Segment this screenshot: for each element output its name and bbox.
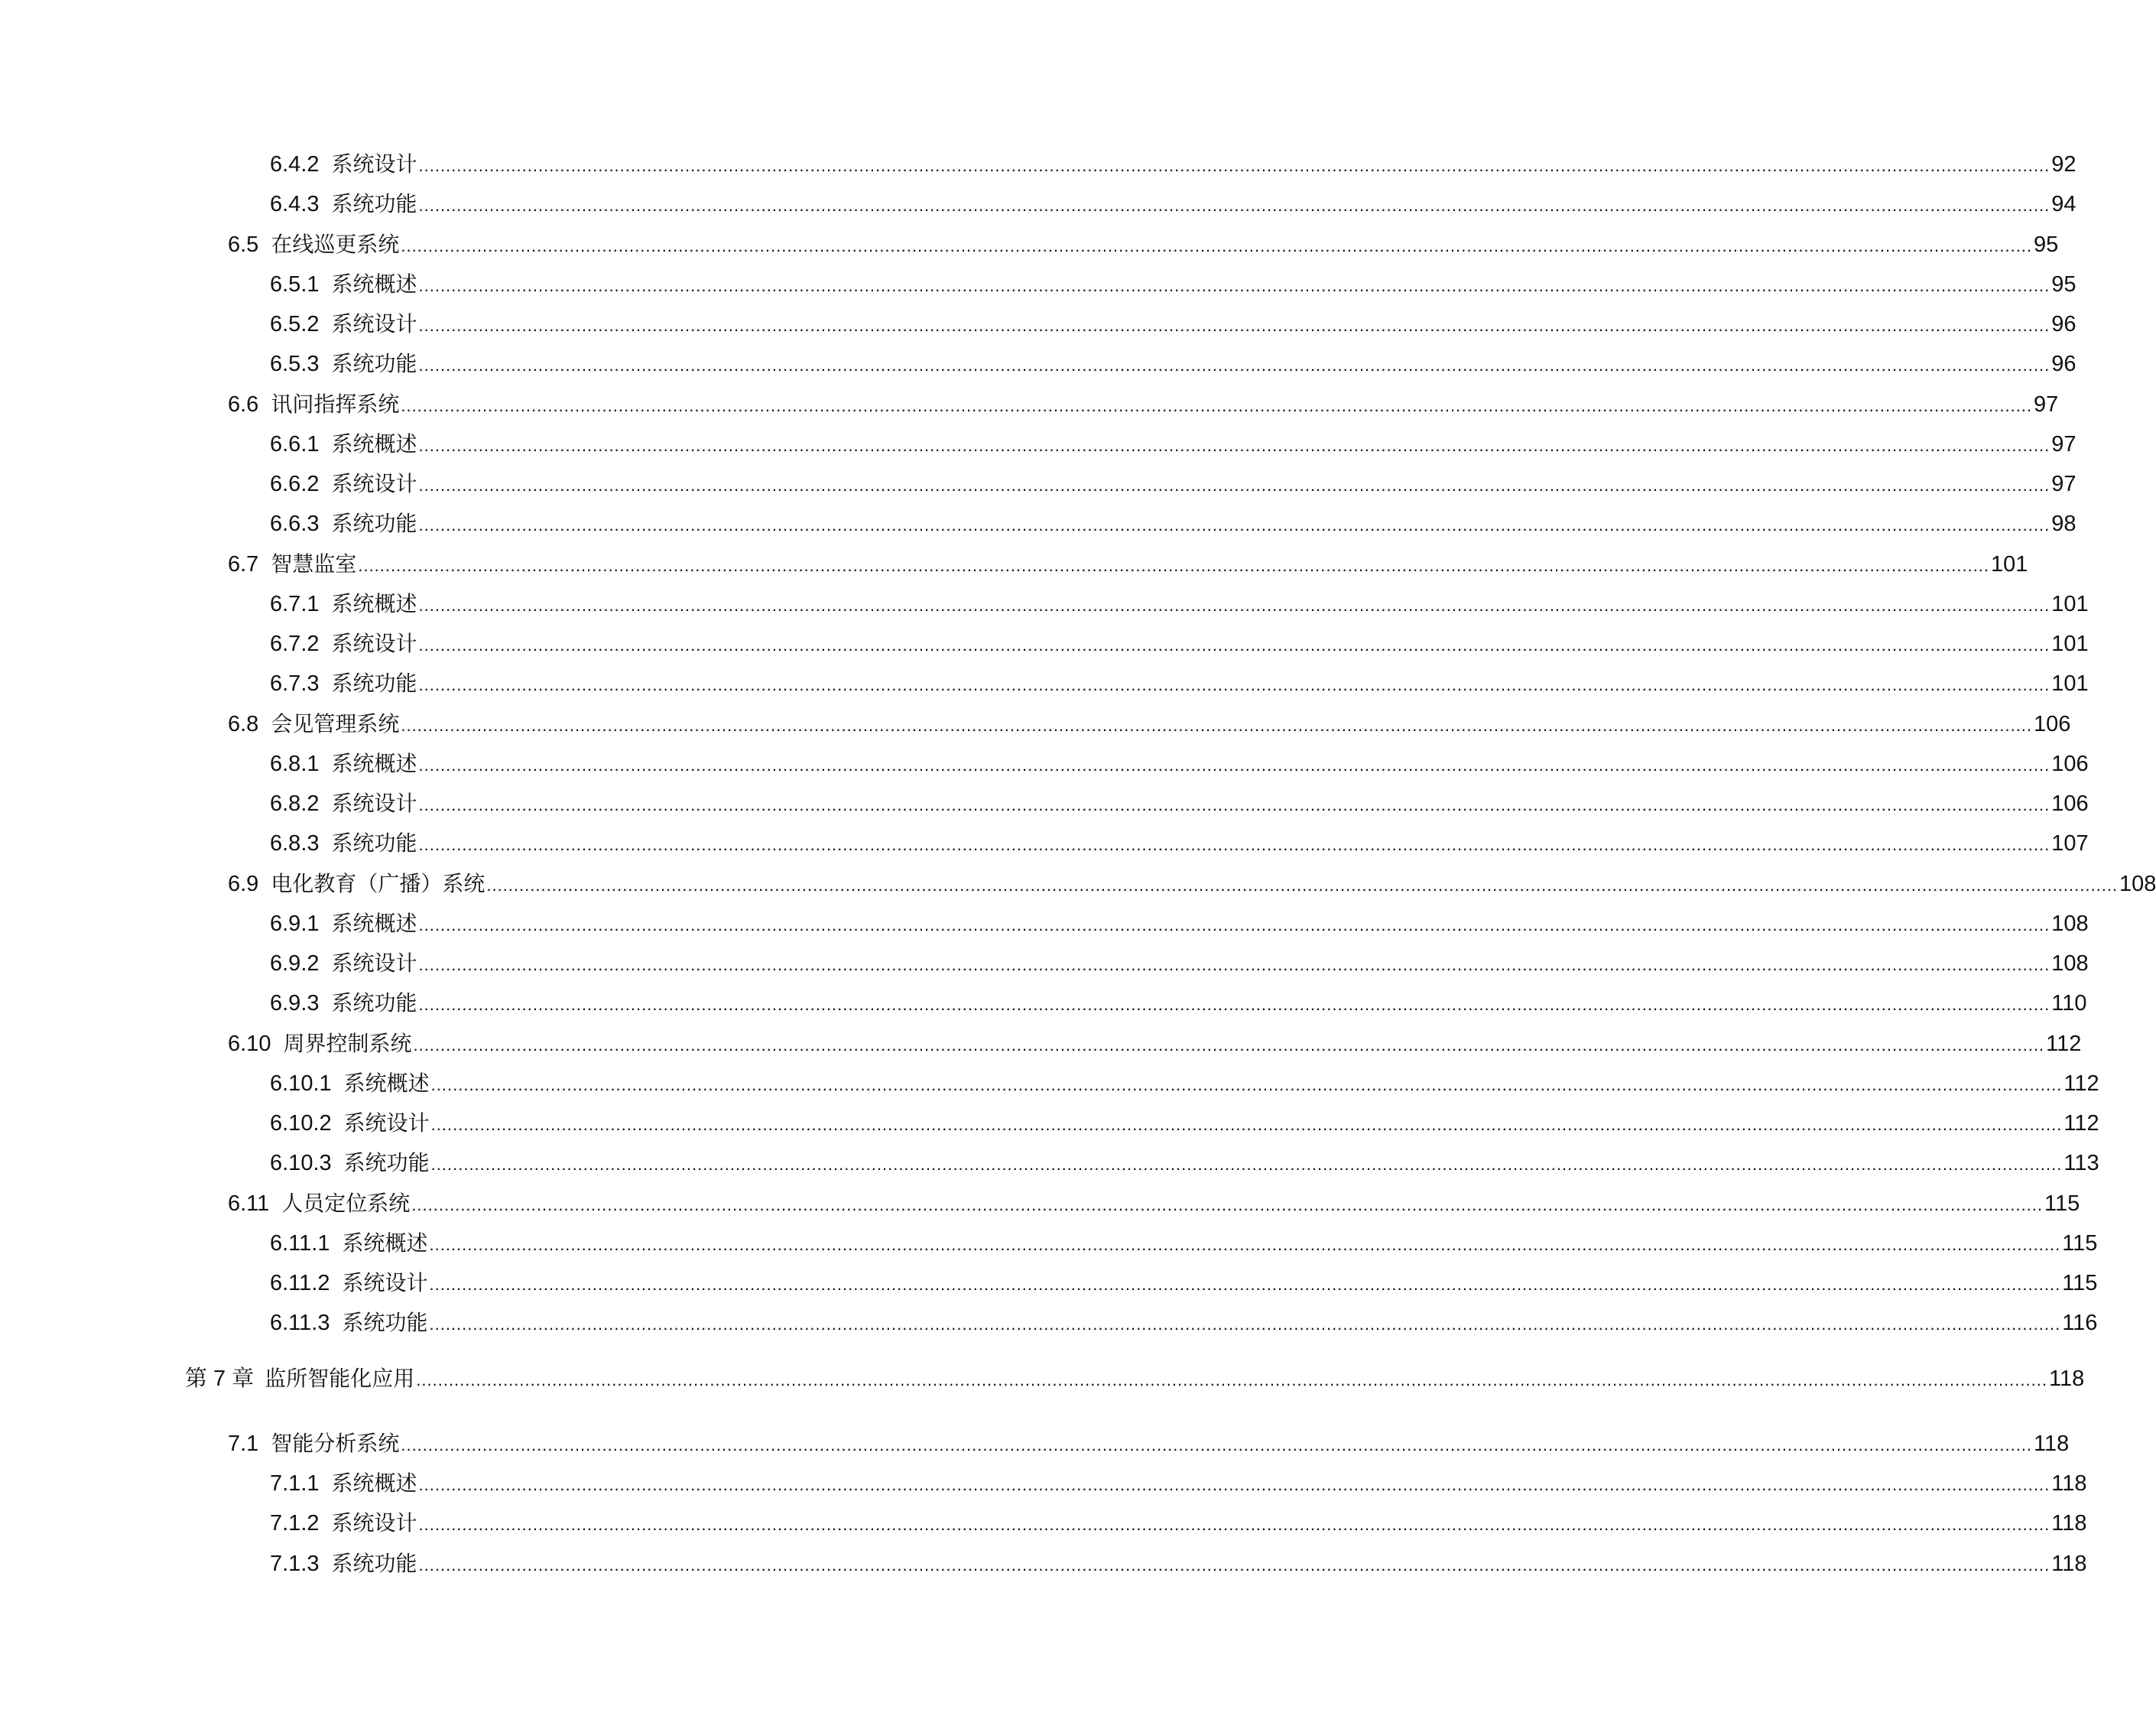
dot-leader: ............................................................................................................................................................................................................................................................................................................ — [358, 555, 1990, 575]
toc-entry-number: 6.10 — [228, 1031, 271, 1056]
dot-leader: ............................................................................................................................................................................................................................................................................................................ — [418, 476, 2050, 495]
toc-subsection-entry[interactable] — [0, 744, 2089, 784]
toc-subsection-entry[interactable] — [0, 1064, 2099, 1103]
toc-subsection-entry[interactable] — [0, 424, 2076, 464]
toc-section-entry[interactable] — [0, 385, 2059, 424]
toc-entry-title: 智慧监室 — [271, 551, 357, 577]
toc-entry-title: 系统设计 — [342, 1270, 428, 1295]
toc-section-entry[interactable] — [0, 1184, 2080, 1224]
toc-entry-number: 6.7.2 — [270, 632, 320, 656]
dot-leader: ............................................................................................................................................................................................................................................................................................................ — [413, 1035, 2045, 1055]
dot-leader: ............................................................................................................................................................................................................................................................................................................ — [411, 1194, 2044, 1214]
dot-leader: ............................................................................................................................................................................................................................................................................................................ — [418, 1515, 2050, 1535]
toc-entry-title: 讯问指挥系统 — [271, 391, 400, 417]
toc-entry-page-number: 112 — [2063, 1071, 2099, 1096]
toc-entry-number: 7.1.2 — [270, 1511, 320, 1536]
toc-entry-page-number: 98 — [2051, 512, 2076, 537]
toc-subsection-entry[interactable] — [0, 1263, 2098, 1303]
toc-entry-number: 6.5.2 — [270, 312, 320, 336]
toc-entry-page-number: 115 — [2044, 1191, 2080, 1216]
toc-entry-page-number: 108 — [2051, 951, 2089, 976]
dot-leader: ............................................................................................................................................................................................................................................................................................................ — [418, 156, 2050, 175]
toc-entry-number: 6.10.2 — [270, 1111, 332, 1136]
toc-entry-page-number: 97 — [2034, 392, 2059, 417]
dot-leader: ............................................................................................................................................................................................................................................................................................................ — [418, 1475, 2050, 1494]
toc-entry-page-number: 106 — [2051, 791, 2089, 816]
toc-entry-title: 系统概述 — [342, 1230, 428, 1256]
toc-subsection-entry[interactable] — [0, 265, 2076, 304]
toc-entry-number: 6.9 — [228, 871, 259, 896]
toc-entry-title: 系统功能 — [331, 191, 417, 217]
toc-entry-number: 6.8.3 — [270, 831, 320, 856]
toc-section-entry[interactable] — [0, 1024, 2082, 1064]
dot-leader: ............................................................................................................................................................................................................................................................................................................ — [418, 356, 2050, 375]
toc-entry-title: 系统概述 — [331, 1471, 417, 1496]
toc-subsection-entry[interactable] — [0, 664, 2089, 704]
toc-entry-number: 6.5.3 — [270, 352, 320, 377]
toc-entry-number: 6.8 — [228, 711, 259, 736]
toc-entry-number: 6.7 — [228, 551, 259, 577]
toc-chapter-entry[interactable] — [0, 1359, 2085, 1399]
toc-subsection-entry[interactable] — [0, 145, 2076, 184]
toc-entry-number: 7.1.1 — [270, 1471, 320, 1496]
dot-leader: ............................................................................................................................................................................................................................................................................................................ — [401, 715, 2033, 735]
table-of-contents — [0, 145, 2156, 1584]
toc-entry-page-number: 108 — [2051, 911, 2089, 936]
dot-leader: ............................................................................................................................................................................................................................................................................................................ — [430, 1155, 2063, 1175]
toc-subsection-entry[interactable] — [0, 624, 2089, 664]
toc-subsection-entry[interactable] — [0, 464, 2076, 504]
toc-entry-number: 7.1.3 — [270, 1551, 320, 1576]
toc-entry-title: 系统概述 — [331, 431, 417, 457]
toc-subsection-entry[interactable] — [0, 1143, 2099, 1183]
toc-entry-title: 系统功能 — [331, 511, 417, 537]
toc-entry-number: 6.6.1 — [270, 431, 320, 457]
toc-entry-page-number: 97 — [2051, 472, 2076, 496]
toc-entry-number: 6.11 — [228, 1191, 270, 1216]
toc-entry-page-number: 94 — [2051, 192, 2076, 217]
dot-leader: ............................................................................................................................................................................................................................................................................................................ — [418, 515, 2050, 535]
toc-entry-page-number: 115 — [2062, 1230, 2098, 1256]
toc-entry-title: 系统功能 — [342, 1310, 428, 1336]
toc-entry-title: 系统设计 — [331, 951, 417, 976]
toc-entry-title: 系统功能 — [331, 1550, 417, 1576]
toc-entry-page-number: 101 — [1991, 551, 2028, 577]
dot-leader: ............................................................................................................................................................................................................................................................................................................ — [429, 1234, 2061, 1254]
toc-entry-title: 人员定位系统 — [281, 1190, 411, 1216]
dot-leader: ............................................................................................................................................................................................................................................................................................................ — [401, 1435, 2033, 1454]
toc-section-entry[interactable] — [0, 225, 2059, 265]
dot-leader: ............................................................................................................................................................................................................................................................................................................ — [416, 1370, 2047, 1389]
toc-entry-number: 6.9.2 — [270, 951, 320, 976]
dot-leader: ............................................................................................................................................................................................................................................................................................................ — [401, 395, 2033, 415]
toc-subsection-entry[interactable] — [0, 1224, 2098, 1263]
toc-section-entry[interactable] — [0, 704, 2071, 744]
dot-leader: ............................................................................................................................................................................................................................................................................................................ — [486, 875, 2119, 895]
toc-entry-title: 系统设计 — [331, 791, 417, 816]
dot-leader: ............................................................................................................................................................................................................................................................................................................ — [418, 435, 2050, 455]
toc-entry-title: 系统设计 — [331, 151, 417, 177]
dot-leader: ............................................................................................................................................................................................................................................................................................................ — [429, 1315, 2061, 1334]
toc-entry-page-number: 108 — [2119, 871, 2156, 896]
toc-entry-page-number: 96 — [2051, 352, 2076, 377]
toc-entry-title: 系统设计 — [331, 311, 417, 336]
toc-entry-number: 6.4.3 — [270, 192, 320, 217]
toc-subsection-entry[interactable] — [0, 184, 2076, 224]
toc-entry-number: 6.10.3 — [270, 1151, 332, 1176]
dot-leader: ............................................................................................................................................................................................................................................................................................................ — [418, 675, 2050, 695]
dot-leader: ............................................................................................................................................................................................................................................................................................................ — [429, 1275, 2061, 1294]
toc-entry-page-number: 101 — [2051, 671, 2089, 697]
toc-subsection-entry[interactable] — [0, 304, 2076, 344]
toc-entry-page-number: 118 — [2051, 1511, 2087, 1536]
toc-entry-number: 6.9.1 — [270, 911, 320, 936]
toc-section-entry[interactable] — [0, 864, 2156, 904]
toc-entry-page-number: 115 — [2062, 1271, 2098, 1295]
toc-entry-number: 6.7.1 — [270, 591, 320, 616]
toc-entry-page-number: 118 — [2051, 1471, 2087, 1496]
toc-entry-title: 系统设计 — [343, 1110, 430, 1136]
toc-subsection-entry[interactable] — [0, 824, 2089, 863]
toc-subsection-entry[interactable] — [0, 584, 2089, 624]
toc-entry-number: 7.1 — [228, 1431, 259, 1456]
dot-leader: ............................................................................................................................................................................................................................................................................................................ — [418, 915, 2050, 934]
toc-entry-page-number: 106 — [2034, 711, 2071, 736]
dot-leader: ............................................................................................................................................................................................................................................................................................................ — [418, 316, 2050, 335]
toc-entry-title: 系统概述 — [331, 271, 417, 297]
toc-entry-title: 系统概述 — [343, 1070, 430, 1096]
toc-entry-number: 6.7.3 — [270, 671, 320, 697]
toc-entry-title: 系统功能 — [331, 671, 417, 697]
toc-entry-number: 6.8.1 — [270, 751, 320, 776]
toc-section-entry[interactable] — [0, 544, 2028, 584]
toc-entry-title: 系统概述 — [331, 590, 417, 616]
toc-entry-page-number: 113 — [2063, 1151, 2099, 1176]
toc-entry-title: 系统设计 — [331, 471, 417, 496]
toc-entry-title: 电化教育（广播）系统 — [271, 870, 485, 896]
dot-leader: ............................................................................................................................................................................................................................................................................................................ — [430, 1074, 2063, 1094]
toc-subsection-entry[interactable] — [0, 504, 2076, 544]
toc-entry-page-number: 116 — [2062, 1311, 2098, 1336]
toc-subsection-entry[interactable] — [0, 784, 2089, 824]
toc-subsection-entry[interactable] — [0, 1464, 2087, 1503]
toc-subsection-entry[interactable] — [0, 1503, 2087, 1543]
dot-leader: ............................................................................................................................................................................................................................................................................................................ — [418, 755, 2050, 775]
dot-leader: ............................................................................................................................................................................................................................................................................................................ — [418, 595, 2050, 615]
toc-entry-number: 6.9.3 — [270, 991, 320, 1016]
toc-entry-page-number: 97 — [2051, 431, 2076, 457]
toc-entry-title: 系统概述 — [331, 750, 417, 776]
dot-leader: ............................................................................................................................................................................................................................................................................................................ — [430, 1115, 2063, 1134]
toc-entry-number: 6.8.2 — [270, 791, 320, 816]
toc-entry-title: 系统功能 — [331, 990, 417, 1016]
toc-entry-title: 周界控制系统 — [283, 1030, 412, 1056]
toc-entry-number: 6.6.2 — [270, 472, 320, 496]
toc-subsection-entry[interactable] — [0, 1544, 2087, 1584]
toc-entry-number: 6.11.2 — [270, 1271, 330, 1295]
toc-entry-title: 智能分析系统 — [271, 1430, 400, 1456]
toc-entry-title: 监所智能化应用 — [265, 1365, 415, 1391]
toc-entry-title: 系统功能 — [343, 1150, 430, 1176]
toc-entry-number: 6.11.1 — [270, 1230, 330, 1256]
toc-entry-title: 会见管理系统 — [271, 710, 400, 736]
toc-subsection-entry[interactable] — [0, 344, 2076, 384]
toc-entry-page-number: 118 — [2034, 1431, 2070, 1456]
toc-entry-number: 6.5.1 — [270, 271, 320, 297]
dot-leader: ............................................................................................................................................................................................................................................................................................................ — [418, 955, 2050, 974]
toc-entry-page-number: 92 — [2051, 152, 2076, 177]
toc-entry-title: 在线巡更系统 — [271, 231, 400, 257]
toc-entry-number: 6.11.3 — [270, 1311, 330, 1336]
toc-entry-title: 系统功能 — [331, 351, 417, 377]
dot-leader: ............................................................................................................................................................................................................................................................................................................ — [418, 635, 2050, 655]
toc-entry-page-number: 95 — [2034, 232, 2059, 257]
toc-subsection-entry[interactable] — [0, 1303, 2098, 1343]
toc-entry-page-number: 112 — [2063, 1111, 2099, 1136]
toc-entry-page-number: 112 — [2046, 1031, 2082, 1056]
toc-entry-page-number: 106 — [2051, 751, 2089, 776]
toc-entry-page-number: 118 — [2051, 1551, 2087, 1576]
toc-entry-page-number: 101 — [2051, 632, 2089, 656]
dot-leader: ............................................................................................................................................................................................................................................................................................................ — [418, 1555, 2050, 1575]
toc-entry-page-number: 101 — [2051, 591, 2089, 616]
toc-entry-number: 第 7 章 — [185, 1366, 255, 1391]
toc-entry-page-number: 107 — [2051, 831, 2089, 856]
toc-section-entry[interactable] — [0, 1424, 2070, 1464]
dot-leader: ............................................................................................................................................................................................................................................................................................................ — [418, 196, 2050, 216]
toc-entry-number: 6.5 — [228, 232, 259, 257]
toc-entry-page-number: 118 — [2048, 1366, 2085, 1391]
toc-entry-title: 系统设计 — [331, 1510, 417, 1536]
toc-entry-page-number: 110 — [2051, 991, 2087, 1016]
dot-leader: ............................................................................................................................................................................................................................................................................................................ — [418, 275, 2050, 295]
dot-leader: ............................................................................................................................................................................................................................................................................................................ — [418, 795, 2050, 814]
dot-leader: ............................................................................................................................................................................................................................................................................................................ — [418, 995, 2050, 1015]
toc-entry-number: 6.4.2 — [270, 152, 320, 177]
toc-subsection-entry[interactable] — [0, 944, 2089, 983]
toc-entry-title: 系统功能 — [331, 830, 417, 856]
toc-entry-number: 6.6.3 — [270, 512, 320, 537]
toc-entry-title: 系统概述 — [331, 910, 417, 936]
dot-leader: ............................................................................................................................................................................................................................................................................................................ — [418, 835, 2050, 855]
toc-subsection-entry[interactable] — [0, 904, 2089, 944]
toc-entry-title: 系统设计 — [331, 631, 417, 656]
toc-entry-number: 6.6 — [228, 392, 259, 417]
toc-entry-page-number: 95 — [2051, 271, 2076, 297]
dot-leader: ............................................................................................................................................................................................................................................................................................................ — [401, 236, 2033, 255]
toc-entry-page-number: 96 — [2051, 312, 2076, 336]
toc-subsection-entry[interactable] — [0, 1103, 2099, 1143]
toc-entry-number: 6.10.1 — [270, 1071, 332, 1096]
toc-subsection-entry[interactable] — [0, 983, 2087, 1023]
